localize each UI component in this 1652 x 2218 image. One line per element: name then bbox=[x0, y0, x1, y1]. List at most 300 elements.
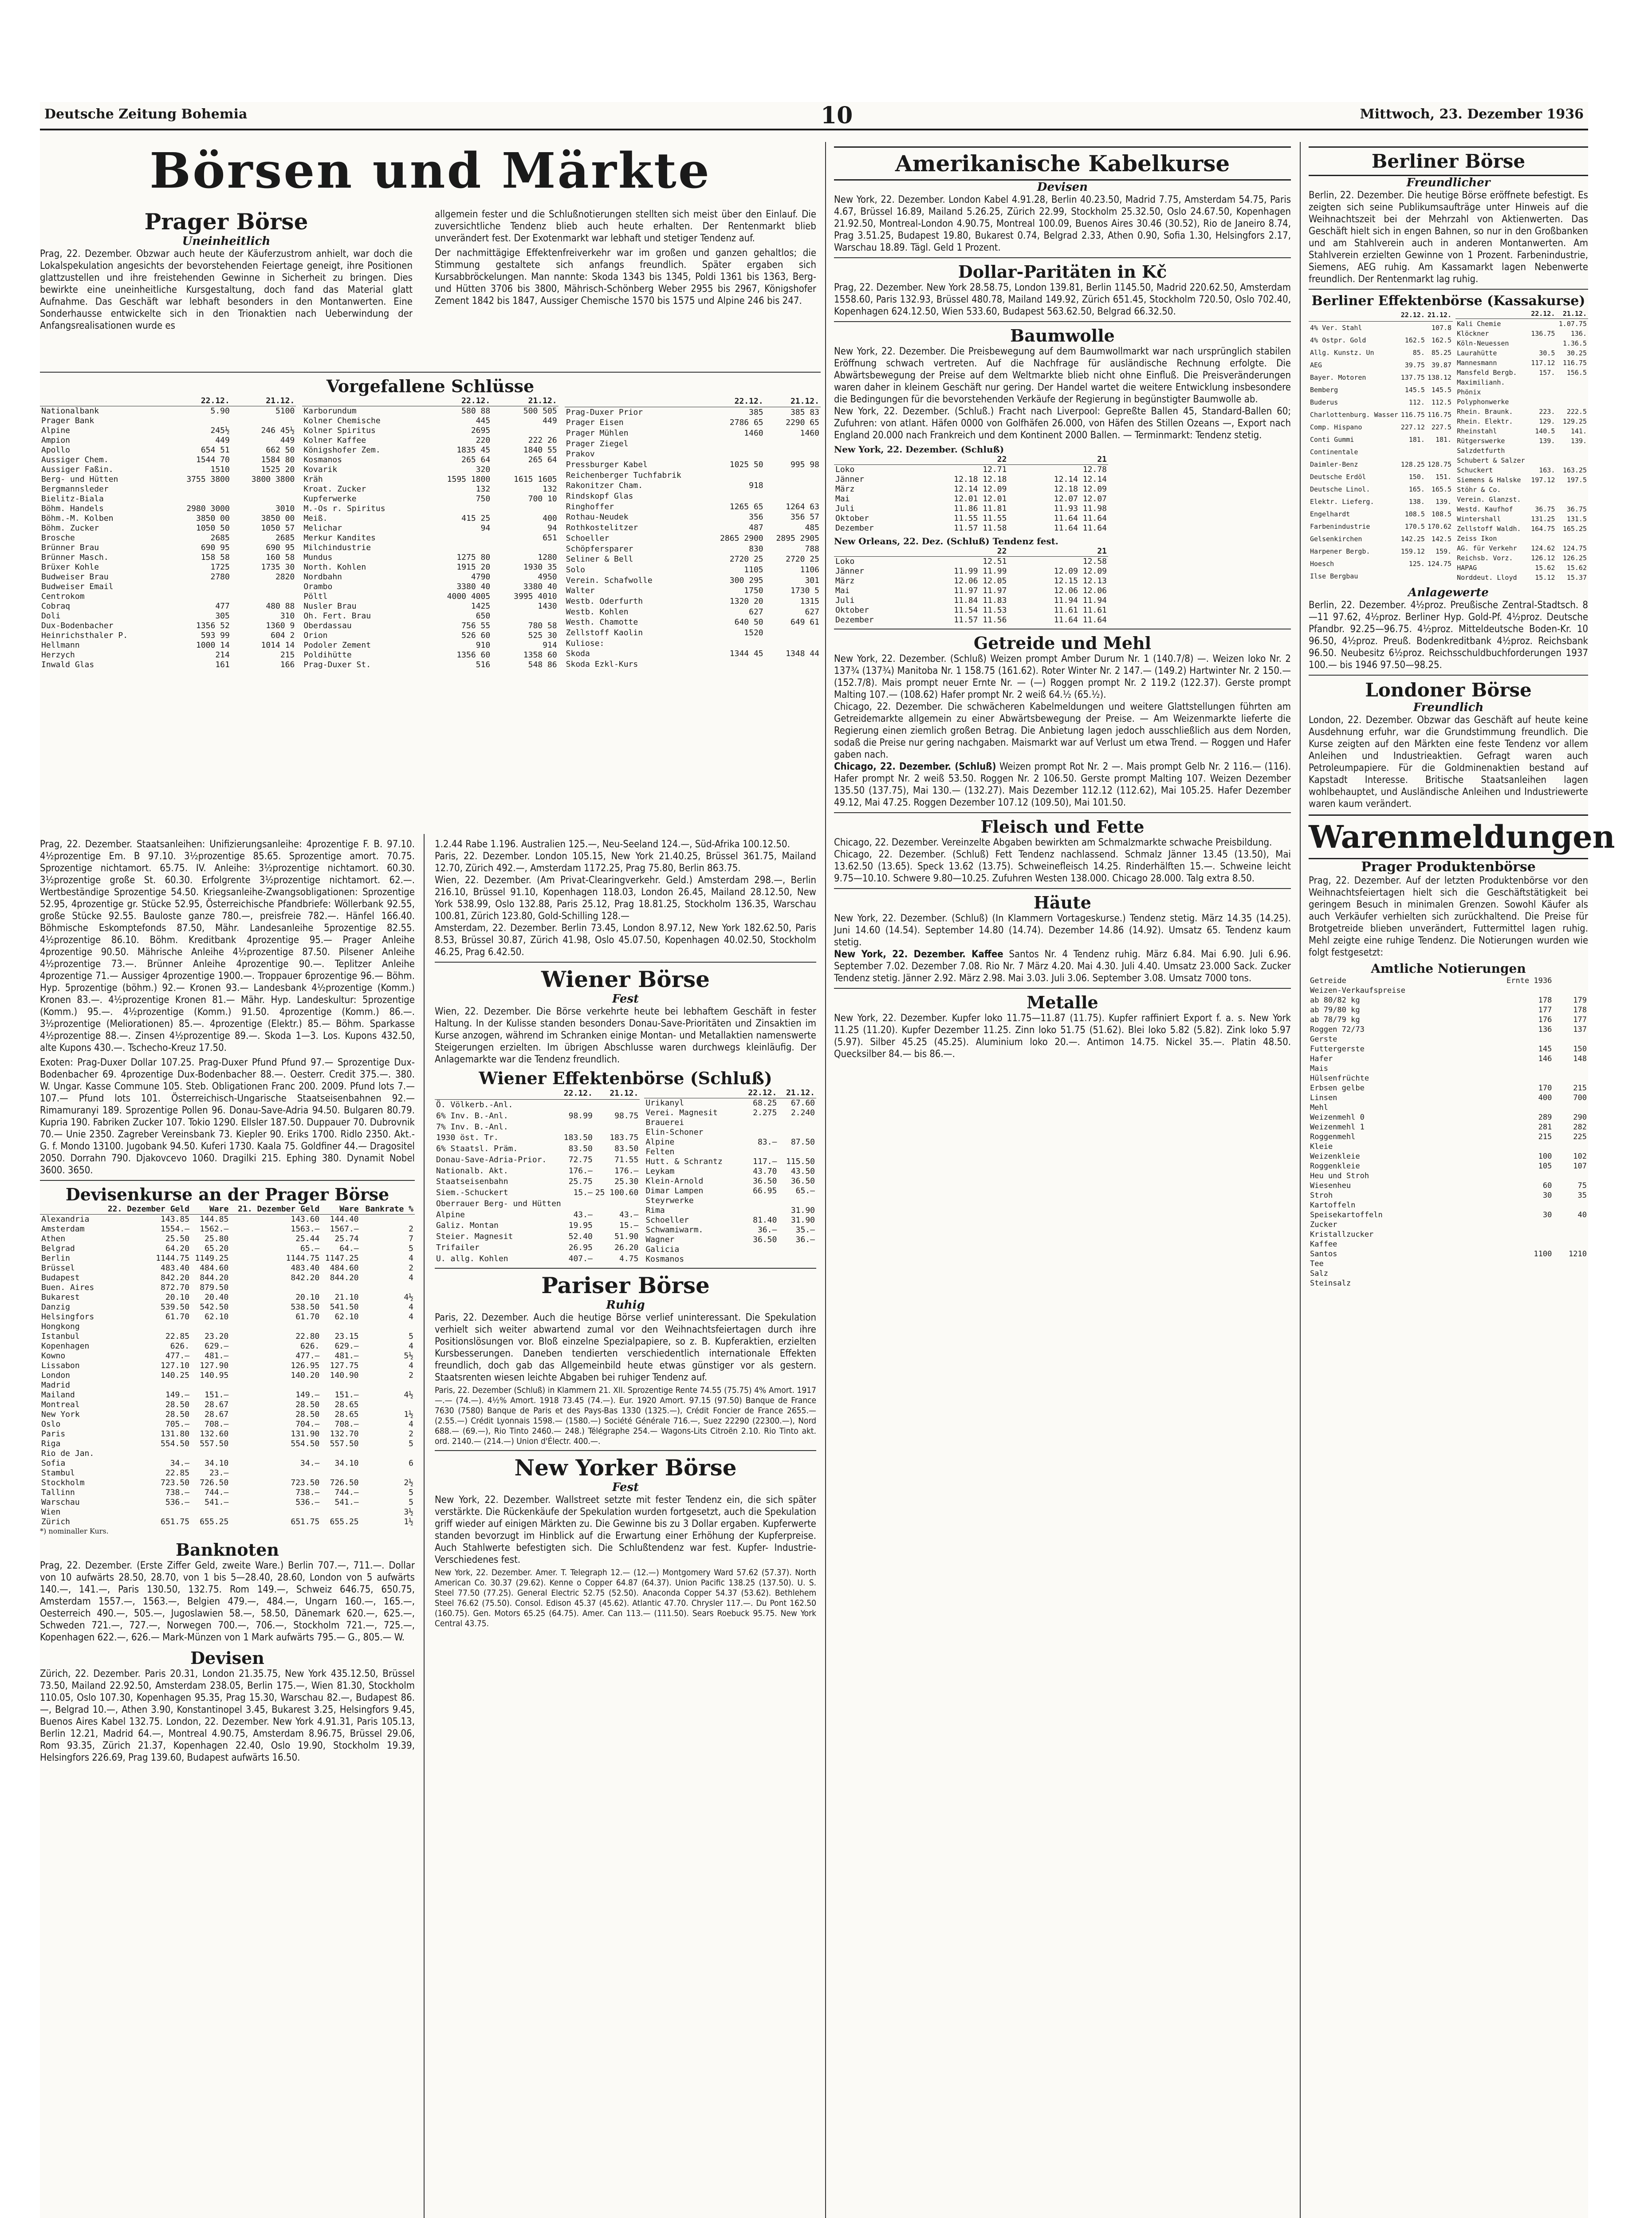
cell-value bbox=[708, 449, 764, 460]
cell-value: 844.20 bbox=[200, 1273, 229, 1282]
cell-value bbox=[230, 1449, 321, 1459]
cell-value bbox=[740, 1245, 779, 1255]
row-label: Zucker bbox=[1310, 1220, 1337, 1229]
row-label: Bielitz-Biala bbox=[41, 494, 104, 503]
row-label: Felten bbox=[645, 1147, 675, 1156]
cell-value: 150. bbox=[1408, 473, 1425, 481]
cell-value: 640 50 bbox=[734, 617, 763, 627]
cell-value: 132 bbox=[476, 484, 491, 494]
row-label: Karborundum bbox=[303, 406, 357, 416]
cell-value bbox=[1556, 387, 1588, 397]
cell-value: 136 bbox=[1538, 1025, 1552, 1034]
row-label: Belgrad bbox=[41, 1244, 75, 1253]
stock-row bbox=[1309, 446, 1453, 458]
stock-row bbox=[644, 1235, 816, 1245]
stock-row bbox=[1455, 446, 1588, 456]
cell-value: 215 bbox=[280, 650, 295, 660]
produkten-text: Prag, 22. Dezember. Auf der letzten Produktenbörse vor den Weihnachtsfeiertagen hielt sich die Geschäftstätigkeit bei geringem Besuch in minimalen Grenzen. Sowohl Käufer als auch Verkäufer verhielten sich zurückhaltend. Die Preise für Brotgetreide blieben unverändert, Futtermittel lagen ruhig. Mehl zeigte eine ruhige Tendenz. Die Notierungen wurden wie folgt festgesetzt: bbox=[1309, 875, 1588, 958]
row-label: Inwald Glas bbox=[41, 660, 94, 669]
cell-value: 1144.75 bbox=[286, 1254, 320, 1263]
cell-value bbox=[166, 582, 231, 592]
row-label: Harpener Bergb. bbox=[1310, 547, 1370, 555]
devisen2-title: Devisen bbox=[190, 1648, 264, 1668]
cell-value: 872.70 bbox=[161, 1283, 190, 1292]
cell-value: 842.20 bbox=[161, 1273, 190, 1282]
stock-row bbox=[302, 436, 558, 445]
american-devisen-text: New York, 22. Dezember. London Kabel 4.91.28, Berlin 40.23.50, Madrid 7.75, Amsterdam 54.75, Paris 4.67, Brüssel 16.89, Mailand 5.26.25, Zürich 22.99, Stockholm 25.32.50, Oslo 24.67.50, Kopenhagen 21.92.50, Montreal-London 4.90.75, Montreal 100.09, Buenos Aires 30.46 (30.52), Rio de Janeiro 8.74, Prag 3.51.25, Budapest 19.80, Bukarest 0.74, Belgrad 2.33, Athen 0.90, Sofia 1.30, Helsingfors 2.17, Warschau 18.89. Tägl. Geld 1 Prozent. bbox=[834, 194, 1291, 253]
stock-row bbox=[1455, 329, 1588, 338]
row-label: Kuliose: bbox=[566, 638, 605, 648]
row-label: Köln-Neuessen bbox=[1457, 339, 1509, 347]
cell-value bbox=[321, 1449, 360, 1459]
cell-value: 12.58 bbox=[1082, 557, 1107, 566]
row-label: Klöckner bbox=[1457, 330, 1489, 338]
currency-row bbox=[40, 1283, 415, 1293]
cell-value: 30 bbox=[1542, 1191, 1552, 1200]
row-label: Prakov bbox=[566, 449, 595, 459]
column-header: 22 bbox=[908, 455, 1008, 465]
cell-value: 2780 bbox=[210, 572, 230, 582]
stock-row bbox=[565, 481, 821, 492]
london-text: London, 22. Dezember. Obzwar das Geschäft auf heute keine Ausdehnung erfuhr, war die Grundstimmung freundlich. Die Kurse zeigten auf den Märkten eine feste Tendenz vor allem Anleihen und Industrieaktien. Gefragt waren auch Petroleumpapiere. Für die Goldminenaktien bestand auf Kapstadt Interesse. Britische Staatsanleihen lagen wohlbehauptet, und Ausländische Anleihen und Industriewerte waren kaum verändert. bbox=[1309, 715, 1588, 810]
stock-row bbox=[302, 465, 558, 475]
rule bbox=[1309, 675, 1588, 676]
cell-value: 81.40 bbox=[753, 1215, 777, 1225]
cell-value: 780 58 bbox=[528, 621, 557, 630]
currency-row bbox=[40, 1498, 415, 1507]
prague-intro-3: Der nachmittägige Effektenfreiverkehr war im großen und ganzen gehaltlos; die Stimmung gestaltete sich anfangs freundlich. Später ergaben sich Kursabbröckelungen. Man nannte: Skoda 1343 bis 1345, Poldi 1361 bis 1363, Berg- und Hütten 3706 bis 3800, Mährisch-Schönberg Weber 2955 bis 2967, Königshofer Zement 1842 bis 1847, Aussiger Chemische 1570 bis 1575 und Alpine 246 bis 247. bbox=[435, 248, 816, 307]
prague-intro: Prag, 22. Dezember. Obzwar auch heute der Käuferzustrom anhielt, war doch die Lokalspekulation angesichts der bevorstehenden Feiertage geneigt, ihre Positionen glattzustellen und ihre freistehenden Gewinne in Sicherheit zu bringen. Dies bewirkte eine uneinheitliche Kursgestaltung, doch fand das Material glatt Aufnahme. Das Geschäft war lebhaft besonders in den Montanwerten. Eine Sonderhausse entwickelte sich in den Trionaktien nach Ueberwindung der Anfangsrealisationen wurde es bbox=[40, 248, 413, 331]
chicago2-body: Weizen prompt Rot Nr. 2 —. Mais prompt Gelb Nr. 2 116.— (116). Hafer prompt Nr. 2 weiß 53.50. Roggen Nr. 2 106.50. Gerste prompt Malting 107. Weizen Dezember 135.50 (137.75), Mai 130.— (132.27). Mais Dezember 112.12 (112.62), Mai 105.25. Hafer Dezember 49.12, Mai 47.25. Roggen Dezember 107.12 (109.50), Mai 101.50. bbox=[834, 761, 1291, 808]
cell-value: 3800 3800 bbox=[251, 475, 295, 484]
commodity-row bbox=[1309, 1103, 1588, 1113]
cell-value: 1460 bbox=[800, 428, 819, 438]
cell-value: 62.10 bbox=[205, 1312, 229, 1321]
grain-text: New York, 22. Dezember. (Schluß) Weizen prompt Amber Durum Nr. 1 (140.7/8) —. Weizen loko Nr. 2 137¾ (137¾) Manitoba Nr. 1 158.75 (161.62). Roter Winter Nr. 2 147.— (149.2) Hartwinter Nr. 2 150.— (152.7/8). Mais prompt neuer Ernte Nr. — (—) Roggen prompt Nr. 2 119.2 (122.37). Gerste prompt Malting 107.— (108.62) Hafer prompt Nr. 2 weiß 64.½ (65.½). bbox=[834, 653, 1291, 700]
stock-row bbox=[1455, 387, 1588, 397]
row-label: Galiz. Montan bbox=[436, 1221, 499, 1231]
cell-value: 12.18 12.09 bbox=[1054, 484, 1107, 494]
currency-row bbox=[40, 1380, 415, 1390]
row-label: Mai bbox=[835, 494, 850, 503]
commodity-row bbox=[1309, 986, 1588, 995]
cell-value: 1356 52 bbox=[196, 621, 230, 630]
commodity-row bbox=[1309, 1171, 1588, 1181]
cell-value: 700 10 bbox=[528, 494, 557, 503]
row-label: Loko bbox=[835, 557, 855, 566]
stock-row bbox=[435, 1165, 640, 1176]
row-label: Kupferwerke bbox=[303, 494, 357, 503]
commodity-row bbox=[1309, 1161, 1588, 1171]
row-label: Böhm. Zucker bbox=[41, 523, 99, 533]
pariser-boerse-body: Paris, 22. Dezember. Auch die heutige Börse verlief uninteressant. Die Spekulation verhielt sich weiter abwartend zumal vor den Weihnachtsfeiertagen durch ihre Positionslösungen vor. Bloß einzelne Spezialpapiere, so z. B. Kupferaktien, erzielten Kursbesserungen. Daneben tendierten verschiedentlich internationale Effekten freundlich, doch gab das Allgemeinbild heute etwas günstiger vor als gestern. Staatsrenten wiesen leichte Abgaben bei ruhiger Tendenz auf. bbox=[435, 1312, 816, 1383]
cell-value: 536.— bbox=[295, 1498, 320, 1507]
stock-row bbox=[565, 491, 821, 502]
stock-row bbox=[1309, 334, 1453, 346]
cell-value bbox=[1553, 1220, 1588, 1230]
row-label: Reichenberger Tuchfabrik bbox=[566, 470, 681, 480]
american-title: Amerikanische Kabelkurse bbox=[895, 150, 1230, 177]
cell-value: 738.— bbox=[295, 1488, 320, 1497]
row-label: Verein. Glanzst. bbox=[1457, 496, 1521, 503]
cell-value: 1000 14 bbox=[196, 641, 230, 650]
cell-value: 385 bbox=[749, 407, 763, 417]
row-label: Urikanyl bbox=[645, 1098, 684, 1108]
row-label: Prager Mühlen bbox=[566, 428, 629, 438]
cell-value: 449 bbox=[280, 436, 295, 445]
currency-row bbox=[40, 1429, 415, 1439]
cotton-row bbox=[834, 475, 1108, 484]
row-label: Stroh bbox=[1310, 1191, 1333, 1200]
cell-value: 2.240 bbox=[791, 1108, 815, 1117]
column-header: 22.12. bbox=[1400, 309, 1426, 322]
cell-value: 5100 bbox=[275, 406, 295, 416]
row-label: Steyrwerke bbox=[645, 1196, 694, 1205]
cell-value: 181. bbox=[1408, 436, 1425, 444]
stock-row bbox=[565, 439, 821, 449]
cell-value: 65.— bbox=[795, 1186, 815, 1196]
cell-value bbox=[765, 491, 821, 502]
stock-row bbox=[40, 602, 296, 611]
row-label: Loko bbox=[835, 465, 855, 474]
row-label: Zellstoff Kaolin bbox=[566, 628, 643, 638]
cell-value: 215 bbox=[1538, 1133, 1552, 1141]
stock-row bbox=[1455, 436, 1588, 446]
cell-value: 4.75 bbox=[619, 1254, 639, 1263]
cell-value: 83.— bbox=[757, 1137, 777, 1147]
row-label: Santos bbox=[1310, 1250, 1337, 1258]
column-header: 21 bbox=[1008, 455, 1108, 465]
stock-row bbox=[302, 475, 558, 484]
cell-value: 11.61 11.61 bbox=[1054, 606, 1107, 615]
cell-value: 225 bbox=[1573, 1133, 1587, 1141]
cell-value: 142.25 bbox=[1400, 535, 1425, 543]
cell-value bbox=[230, 1283, 321, 1293]
cell-value: 25 100.60 bbox=[595, 1188, 639, 1198]
rule bbox=[435, 1268, 816, 1269]
currency-row bbox=[40, 1371, 415, 1380]
stock-row bbox=[644, 1118, 816, 1128]
devisen-table bbox=[40, 1204, 415, 1527]
row-label: Nationalbank bbox=[41, 406, 99, 416]
row-label: Milchindustrie bbox=[303, 543, 371, 552]
column-header bbox=[834, 455, 908, 465]
cell-value bbox=[1553, 1103, 1588, 1113]
cell-value: 1360 9 bbox=[266, 621, 295, 630]
row-label: Gerste bbox=[1310, 1035, 1337, 1044]
cell-value: 2 bbox=[409, 1429, 413, 1439]
row-label: Westb. Oderfurth bbox=[566, 596, 643, 606]
cotton-ny-title: New York, 22. Dezember. (Schluß) bbox=[834, 444, 1004, 455]
cell-value bbox=[765, 449, 821, 460]
column-header bbox=[644, 1088, 740, 1098]
row-label: Hutt. & Schrantz bbox=[645, 1157, 723, 1166]
cell-value: 126.95 bbox=[291, 1361, 320, 1370]
row-label: Mais bbox=[1310, 1064, 1328, 1073]
stock-row bbox=[1455, 397, 1588, 407]
cell-value bbox=[360, 1322, 415, 1332]
cell-value: 548 86 bbox=[528, 660, 557, 669]
cell-value: 1½ bbox=[404, 1517, 413, 1526]
wiener-effekten-title: Wiener Effektenbörse (Schluß) bbox=[479, 1068, 772, 1088]
row-label: Roggen 72/73 bbox=[1310, 1025, 1365, 1034]
row-label: Hülsenfrüchte bbox=[1310, 1074, 1369, 1083]
cell-value bbox=[231, 484, 296, 494]
cell-value bbox=[1556, 485, 1588, 495]
cell-value bbox=[1553, 1269, 1588, 1278]
meat-text: Chicago, 22. Dezember. Vereinzelte Abgaben bewirkten am Schmalzmarkte schwache Preisbildung. bbox=[834, 837, 1272, 848]
row-label: Alpine bbox=[436, 1210, 465, 1219]
cell-value bbox=[1553, 1064, 1588, 1074]
cell-value: 3755 3800 bbox=[186, 475, 230, 484]
cell-value: 36.50 bbox=[791, 1176, 815, 1186]
cotton-row bbox=[834, 494, 1108, 504]
row-label: Berg- und Hütten bbox=[41, 475, 118, 484]
cell-value bbox=[321, 1468, 360, 1478]
row-label: Juli bbox=[835, 504, 855, 513]
cell-value: 1315 bbox=[800, 596, 819, 606]
cell-value: 98.75 bbox=[614, 1111, 639, 1121]
cell-value: 149.— bbox=[165, 1390, 190, 1400]
wiener-effekten-table-a bbox=[435, 1088, 640, 1264]
cell-value: 1725 bbox=[210, 562, 230, 572]
row-label: 1930 öst. Tr. bbox=[436, 1133, 499, 1143]
cell-value bbox=[740, 1255, 779, 1264]
wiener-boerse-body: Wien, 22. Dezember. Die Börse verkehrte heute bei lebhaftem Geschäft in fester Haltung. In der Kulisse standen besonders Donau-Save-Prioritäten und Zinsaktien im Kurse anzogen, während im Schranken einige Montan- und Metallaktien namenswerte Steigerungen erzielten. Im übrigen Abschlusse waren durchwegs kleinläufig. Der Anlagemarkte war die Tendenz freundlich. bbox=[435, 1006, 816, 1065]
stock-row bbox=[1309, 371, 1453, 384]
cell-value bbox=[740, 1128, 779, 1137]
cell-value: 4950 bbox=[538, 572, 557, 582]
berlin-kassa-table-a bbox=[1309, 309, 1453, 582]
currency-row bbox=[40, 1341, 415, 1351]
cell-value: 181. bbox=[1435, 436, 1452, 444]
stock-row bbox=[1309, 346, 1453, 359]
cell-value: 484.60 bbox=[330, 1263, 359, 1273]
cell-value: 626. bbox=[170, 1341, 190, 1351]
cell-value bbox=[1553, 1278, 1588, 1288]
row-label: Deutsche Linol. bbox=[1310, 485, 1370, 494]
row-label: Rothkostelitzer bbox=[566, 523, 638, 533]
cell-value bbox=[765, 439, 821, 449]
cell-value: 20.10 bbox=[165, 1293, 190, 1302]
cell-value: 131.5 bbox=[1566, 515, 1587, 523]
row-label: Westh. Chamotte bbox=[566, 617, 638, 627]
stock-row bbox=[565, 470, 821, 481]
devisen-note: *) nominaller Kurs. bbox=[40, 1527, 109, 1535]
cell-value: 39.87 bbox=[1431, 361, 1452, 370]
cell-value: 290 bbox=[1573, 1113, 1587, 1122]
row-label: Böhm.-M. Kolben bbox=[41, 514, 114, 523]
meat-text-2: Chicago, 22. Dezember. (Schluß) Fett Tendenz nachlassend. Schmalz Jänner 13.45 (13.50), Mai 13.62.50 (13.65). Speck 13.62 (13.75). Schweinefleisch 14.25. Rinderhälften 15.—. Schweine leicht 9.75—10.10. Schwere 9.80—10.25. Zufuhren Westen 138.000. Chicago 28.000. Talg extra 8.50. bbox=[834, 849, 1291, 884]
rule bbox=[834, 988, 1291, 989]
row-label: Aussiger Chem. bbox=[41, 455, 109, 464]
cotton-row bbox=[834, 484, 1108, 494]
cell-value: 34.— bbox=[300, 1459, 320, 1468]
row-label: Dimar Lampen bbox=[645, 1186, 704, 1196]
cell-value bbox=[562, 1121, 594, 1133]
cell-value bbox=[765, 659, 821, 670]
cell-value: 995 98 bbox=[790, 460, 819, 470]
row-label: Brüxer Kohle bbox=[41, 562, 99, 572]
row-label: Oh. Fert. Brau bbox=[303, 611, 371, 621]
row-label: Alexandria bbox=[41, 1215, 90, 1224]
stock-row bbox=[644, 1108, 816, 1118]
cotton-text: New York, 22. Dezember. Die Preisbewegung auf dem Baumwollmarkt war nach ursprünglich stabilen Eröffnung schwach vertreten. Auf die Nachfrage für ausländische Rechnung erfolgte. Die Abwärtsbewegung der Preise auf dem Weltmarkte blieb nicht ohne Einfluß. Die Preisveränderungen waren daher in kleinem Geschäft nur gering. Der Handel wartet die weitere Entwicklung insbesondere die Bedingungen für die bevorstehenden Verkäufe der Regierung in begünstigter Baumwolle ab. bbox=[834, 346, 1291, 405]
row-label: Mansfeld Bergb. bbox=[1457, 369, 1517, 377]
amsterdam-fx-text: Amsterdam, 22. Dezember. Berlin 73.45, London 8.97.12, New York 182.62.50, Paris 8.53, Brüssel 30.87, Zürich 41.98, Oslo 45.07.50, Kopenhagen 40.02.50, Stockholm 46.25, Prag 6.42.50. bbox=[435, 923, 816, 958]
stock-row bbox=[40, 484, 296, 494]
rule bbox=[40, 372, 821, 373]
stock-row bbox=[1309, 433, 1453, 446]
cell-value: 128.75 bbox=[1427, 460, 1452, 469]
currency-row bbox=[40, 1390, 415, 1400]
currency-row bbox=[40, 1273, 415, 1283]
cell-value: 4½ bbox=[404, 1293, 413, 1302]
stock-row bbox=[302, 621, 558, 631]
cell-value: 557.50 bbox=[330, 1439, 359, 1448]
row-label: Lissabon bbox=[41, 1361, 80, 1370]
stock-row bbox=[565, 554, 821, 565]
stock-row bbox=[40, 533, 296, 543]
cotton-row bbox=[834, 557, 1108, 567]
row-label: Tallinn bbox=[41, 1488, 75, 1497]
cotton-row bbox=[834, 566, 1108, 576]
cell-value: 165. bbox=[1408, 485, 1425, 494]
cell-value: 162.5 bbox=[1431, 336, 1452, 345]
cell-value: 4½ bbox=[404, 1390, 413, 1400]
commodity-row bbox=[1309, 1034, 1588, 1044]
cell-value: 12.01 12.01 bbox=[954, 494, 1007, 503]
commodity-row bbox=[1309, 1259, 1588, 1269]
cell-value: 60 bbox=[1542, 1181, 1552, 1190]
row-label: Kosmanos bbox=[645, 1255, 684, 1264]
table-header-row bbox=[834, 547, 1108, 557]
cell-value: 1930 35 bbox=[523, 562, 557, 572]
cell-value: 87.50 bbox=[791, 1137, 815, 1147]
stock-row bbox=[1455, 407, 1588, 417]
cell-value: 2685 bbox=[275, 533, 295, 543]
column-header bbox=[1309, 309, 1400, 322]
currency-row bbox=[40, 1263, 415, 1273]
cell-value bbox=[1529, 456, 1556, 465]
devisen-title: Devisenkurse an der Prager Börse bbox=[65, 1184, 389, 1204]
cell-value: 626. bbox=[300, 1341, 320, 1351]
cell-value: 64.20 bbox=[165, 1244, 190, 1253]
cell-value: 1014 14 bbox=[261, 641, 295, 650]
row-label: Kopenhagen bbox=[41, 1341, 90, 1351]
currency-row bbox=[40, 1332, 415, 1341]
cell-value: 1595 1800 bbox=[447, 475, 491, 484]
cell-value: 222.5 bbox=[1566, 408, 1587, 416]
coffee-body: Santos Nr. 4 Tendenz ruhig. März 6.84. Mai 6.90. Juli 6.96. September 7.02. Dezember 7.08. Rio Nr. 7 März 4.20. Mai 4.30. Juli 4.40. Umsatz 23.000 Sack. Zucker Tendenz stetig. Jänner 2.92. März 2.98. Mai 3.03. Juli 3.06. September 3.08. Umsatz 7000 tons. bbox=[834, 949, 1291, 984]
row-label: Istanbul bbox=[41, 1332, 80, 1341]
closing-table-a bbox=[40, 396, 296, 670]
column-header: 21 bbox=[1008, 547, 1108, 557]
row-label: Verei. Magnesit bbox=[645, 1108, 718, 1117]
cell-value: 690 95 bbox=[201, 543, 230, 552]
row-label: Hongkong bbox=[41, 1322, 80, 1331]
cell-value: 129.25 bbox=[1562, 417, 1587, 425]
cell-value bbox=[230, 1380, 321, 1390]
cell-value: 788 bbox=[805, 544, 819, 554]
cell-value: 300 295 bbox=[729, 575, 763, 585]
row-label: Budweiser Email bbox=[41, 582, 114, 591]
cell-value: 1430 bbox=[538, 602, 557, 611]
cell-value bbox=[740, 1147, 779, 1157]
stock-row bbox=[565, 544, 821, 554]
cell-value: 25.44 bbox=[295, 1234, 320, 1243]
cell-value: 2½ bbox=[404, 1478, 413, 1487]
cell-value: 649 61 bbox=[790, 617, 819, 627]
cell-value: 11.57 11.58 bbox=[954, 523, 1007, 533]
row-label: AG. für Verkehr bbox=[1457, 544, 1517, 552]
cotton-row bbox=[834, 514, 1108, 523]
table-header-row bbox=[302, 396, 558, 406]
row-label: Speisekartoffeln bbox=[1310, 1211, 1383, 1219]
rule bbox=[834, 812, 1291, 813]
cell-value bbox=[230, 1507, 321, 1517]
cell-value bbox=[1426, 570, 1453, 582]
row-label: Rütgerswerke bbox=[1457, 437, 1505, 445]
cotton-no-title: New Orleans, 22. Dez. (Schluß) Tendenz fest. bbox=[834, 536, 1058, 547]
cell-value bbox=[166, 484, 231, 494]
stock-row bbox=[1455, 319, 1588, 329]
cell-value: 1840 55 bbox=[523, 445, 557, 455]
cell-value: 26.95 bbox=[568, 1243, 593, 1252]
newspaper-page bbox=[40, 102, 1615, 2218]
stock-row bbox=[1309, 396, 1453, 409]
cell-value: 1144.75 bbox=[156, 1254, 190, 1263]
pariser-boerse-title: Pariser Börse bbox=[541, 1272, 710, 1298]
issue-date: Mittwoch, 23. Dezember 1936 bbox=[1360, 106, 1584, 122]
cell-value: 477.— bbox=[165, 1351, 190, 1361]
american-title-box bbox=[834, 146, 1291, 181]
row-label: Poldihütte bbox=[303, 650, 352, 660]
cell-value bbox=[1473, 1220, 1553, 1230]
stock-row bbox=[1455, 573, 1588, 582]
row-label: Kaffee bbox=[1310, 1240, 1337, 1249]
column-header: 21.12. bbox=[765, 396, 821, 407]
stock-row bbox=[302, 562, 558, 572]
cell-value: 177 bbox=[1538, 1006, 1552, 1015]
row-label: Trifailer bbox=[436, 1243, 480, 1252]
row-label: Elektr. Lieferg. bbox=[1310, 498, 1374, 506]
cell-value bbox=[1473, 1200, 1553, 1210]
cell-value bbox=[594, 1121, 640, 1133]
page-number: 10 bbox=[821, 102, 853, 129]
row-label: Mai bbox=[835, 586, 850, 595]
commodity-row bbox=[1309, 1064, 1588, 1074]
cell-value: 5 bbox=[409, 1332, 413, 1341]
cell-value: 1½ bbox=[404, 1410, 413, 1419]
cell-value: 131.80 bbox=[161, 1429, 190, 1439]
cell-value bbox=[1473, 1239, 1553, 1249]
cell-value: 100 bbox=[1538, 1152, 1552, 1161]
row-label: Zürich bbox=[41, 1517, 71, 1526]
berlin-column bbox=[1309, 146, 1615, 1288]
table-header-row bbox=[834, 455, 1108, 465]
stock-row bbox=[1455, 348, 1588, 358]
row-label: Galicia bbox=[645, 1245, 680, 1254]
row-label: Stockholm bbox=[41, 1478, 85, 1487]
row-label: Athen bbox=[41, 1234, 66, 1243]
cell-value bbox=[562, 1099, 594, 1110]
cell-value: 690 95 bbox=[266, 543, 295, 552]
row-label: Brauerei bbox=[645, 1118, 684, 1127]
cell-value: 138. bbox=[1408, 498, 1425, 506]
cell-value: 129. bbox=[1539, 417, 1555, 425]
row-label: Kleie bbox=[1310, 1142, 1333, 1151]
